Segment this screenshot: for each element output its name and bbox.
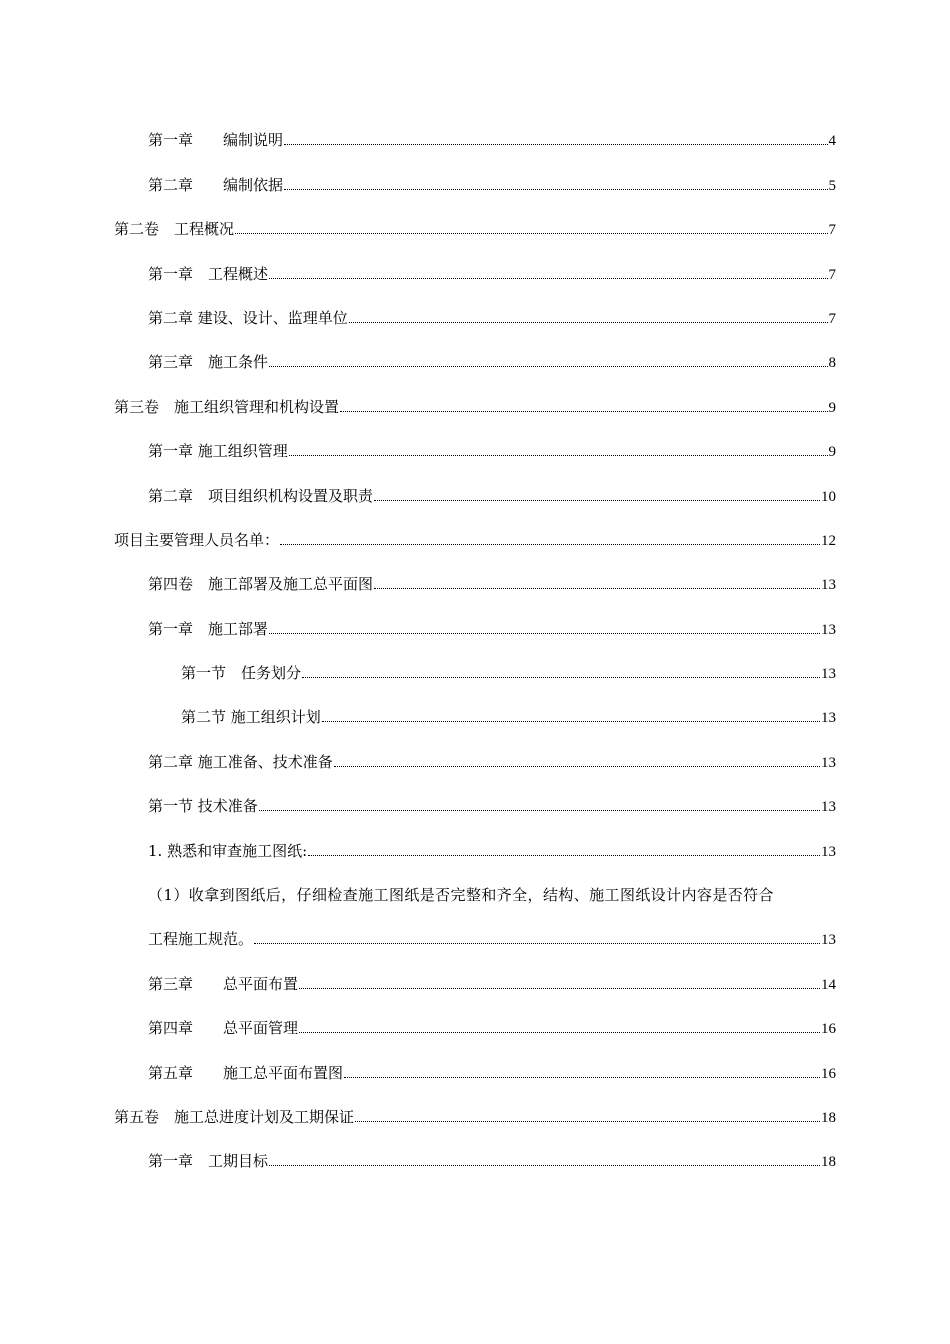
dot-leader (374, 587, 820, 589)
toc-entry-page: 13 (821, 577, 836, 594)
toc-entry-title: 第一章 工期目标 (148, 1152, 269, 1171)
toc-entry-page: 4 (828, 133, 836, 150)
dot-leader (355, 1120, 820, 1122)
dot-leader (269, 365, 827, 367)
toc-entry-page: 14 (821, 976, 836, 993)
toc-entry-title: 第四卷 施工部署及施工总平面图 (148, 575, 374, 594)
toc-entry-title: 1. 熟悉和审查施工图纸: (148, 841, 308, 860)
toc-entry-page: 5 (828, 177, 836, 194)
dot-leader (349, 321, 828, 323)
table-of-contents (0, 118, 950, 1183)
toc-entry[interactable] (0, 162, 950, 206)
toc-entry[interactable] (0, 784, 950, 828)
toc-entry-page: 18 (821, 1109, 836, 1126)
toc-entry[interactable] (0, 917, 950, 961)
toc-entry[interactable] (0, 207, 950, 251)
toc-entry[interactable] (0, 739, 950, 783)
dot-leader (340, 410, 827, 412)
toc-entry[interactable] (0, 251, 950, 295)
toc-entry-title: 第一节 任务划分 (181, 664, 302, 683)
toc-entry[interactable] (0, 606, 950, 650)
toc-entry-title: 第一节 技术准备 (148, 797, 258, 816)
toc-entry[interactable] (0, 651, 950, 695)
toc-entry-page: 16 (821, 1021, 836, 1038)
dot-leader (344, 1076, 820, 1078)
dot-leader (280, 543, 820, 545)
toc-entry-text: （1）收拿到图纸后，仔细检查施工图纸是否完整和齐全，结构、施工图纸设计内容是否符合 (148, 886, 774, 905)
dot-leader (334, 765, 820, 767)
toc-entry[interactable] (0, 1006, 950, 1050)
toc-entry-title: 第一章 编制说明 (148, 131, 284, 150)
dot-leader (322, 720, 820, 722)
dot-leader (284, 188, 827, 190)
toc-entry[interactable] (0, 429, 950, 473)
toc-entry-page: 13 (821, 843, 836, 860)
toc-entry-title: 第二节 施工组织计划 (181, 708, 321, 727)
dot-leader (259, 809, 820, 811)
toc-entry[interactable] (0, 1139, 950, 1183)
toc-entry-title: 项目主要管理人员名单： (114, 530, 280, 549)
toc-entry-title: 第二卷 工程概况 (114, 220, 235, 239)
toc-entry-title: 工程施工规范。 (148, 930, 254, 949)
toc-entry-page: 12 (821, 532, 836, 549)
toc-entry-page: 9 (828, 399, 836, 416)
toc-entry-title: 第二章 项目组织机构设置及职责 (148, 486, 374, 505)
toc-entry-title: 第一章 施工组织管理 (148, 442, 288, 461)
toc-entry-page: 7 (828, 310, 836, 327)
toc-entry-title: 第一章 工程概述 (148, 264, 269, 283)
toc-entry-page: 8 (828, 355, 836, 372)
toc-entry-page: 13 (821, 932, 836, 949)
toc-entry[interactable] (0, 828, 950, 872)
dot-leader (289, 454, 828, 456)
toc-entry-page: 10 (821, 488, 836, 505)
toc-entry-page: 13 (821, 754, 836, 771)
toc-entry[interactable] (0, 296, 950, 340)
toc-entry[interactable] (0, 695, 950, 739)
dot-leader (235, 232, 827, 234)
toc-entry-page: 16 (821, 1065, 836, 1082)
dot-leader (302, 676, 820, 678)
toc-entry-title: 第二章 施工准备、技术准备 (148, 752, 333, 771)
toc-entry[interactable] (0, 473, 950, 517)
dot-leader (374, 499, 820, 501)
dot-leader (269, 1164, 820, 1166)
toc-entry-page: 7 (828, 266, 836, 283)
toc-entry-title: 第二章 建设、设计、监理单位 (148, 308, 348, 327)
toc-entry-title: 第三卷 施工组织管理和机构设置 (114, 397, 340, 416)
toc-entry-page: 13 (821, 621, 836, 638)
toc-entry-page: 13 (821, 710, 836, 727)
toc-entry[interactable] (0, 562, 950, 606)
toc-entry-page: 18 (821, 1154, 836, 1171)
dot-leader (308, 854, 820, 856)
toc-entry[interactable] (0, 961, 950, 1005)
toc-entry[interactable] (0, 118, 950, 162)
dot-leader (299, 987, 820, 989)
toc-entry[interactable] (0, 873, 950, 917)
dot-leader (269, 632, 820, 634)
toc-entry-title: 第五章 施工总平面布置图 (148, 1063, 344, 1082)
toc-entry-title: 第二章 编制依据 (148, 175, 284, 194)
toc-entry-page: 13 (821, 799, 836, 816)
toc-entry[interactable] (0, 1050, 950, 1094)
dot-leader (299, 1031, 820, 1033)
toc-entry-title: 第五卷 施工总进度计划及工期保证 (114, 1107, 355, 1126)
dot-leader (254, 942, 820, 944)
toc-entry-page: 13 (821, 666, 836, 683)
toc-entry[interactable] (0, 518, 950, 562)
toc-entry[interactable] (0, 1095, 950, 1139)
toc-entry-page: 7 (828, 222, 836, 239)
toc-entry-page: 9 (828, 444, 836, 461)
toc-entry-title: 第三章 总平面布置 (148, 974, 299, 993)
toc-entry-title: 第一章 施工部署 (148, 619, 269, 638)
toc-entry[interactable] (0, 384, 950, 428)
toc-entry[interactable] (0, 340, 950, 384)
dot-leader (284, 143, 827, 145)
toc-entry-title: 第四章 总平面管理 (148, 1019, 299, 1038)
toc-entry-title: 第三章 施工条件 (148, 353, 269, 372)
dot-leader (269, 277, 827, 279)
